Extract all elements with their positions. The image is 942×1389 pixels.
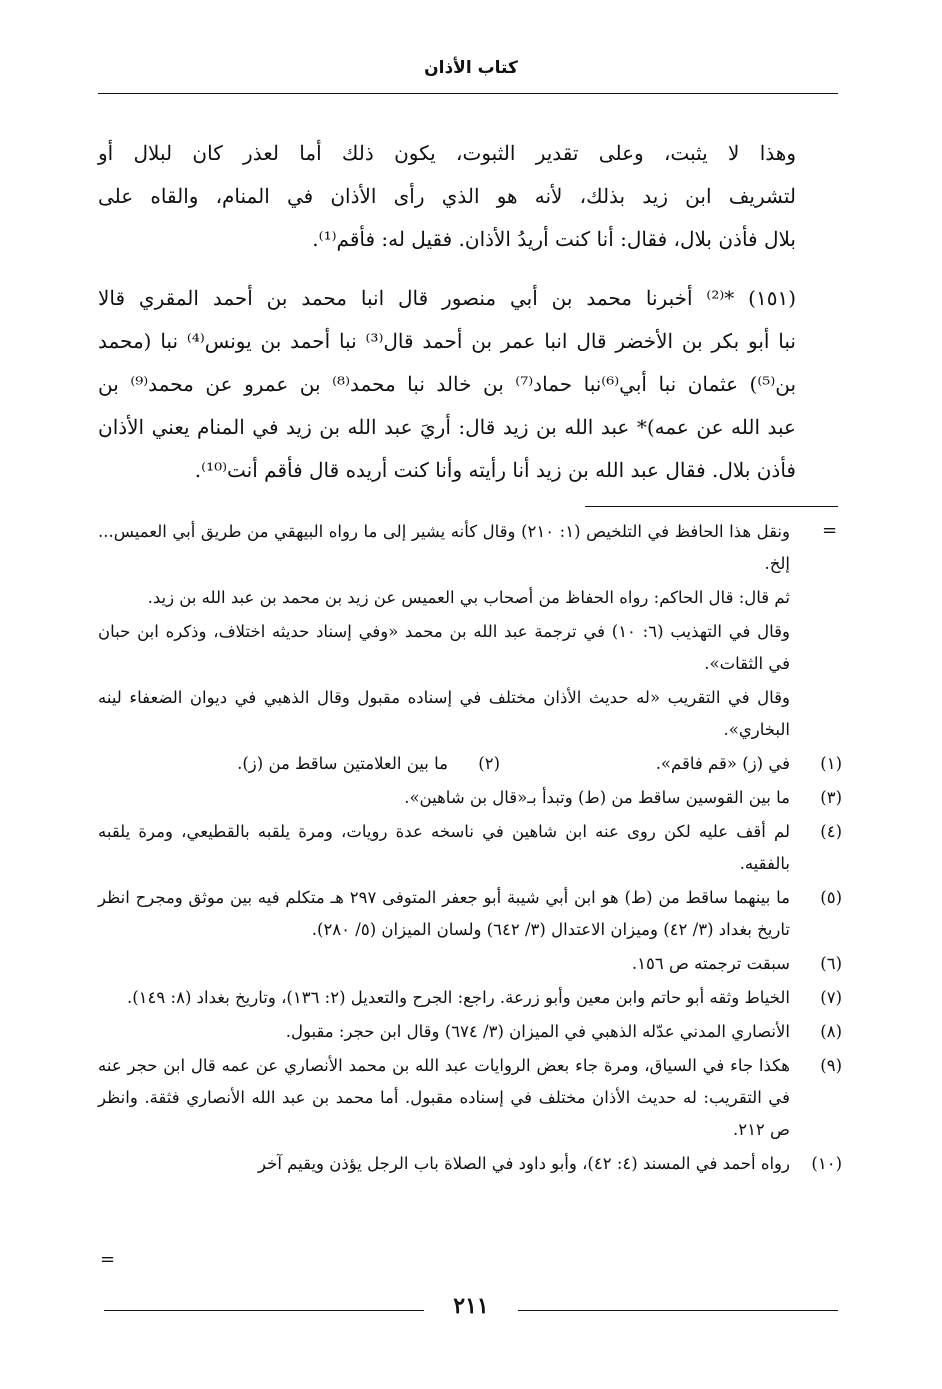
footnote-text: الأنصاري المدني عدّله الذهبي في الميزان (٣/ ٦٧٤) وقال ابن حجر: مقبول. bbox=[285, 1022, 790, 1041]
footnote-continued: ثم قال: قال الحاكم: رواه الحفاظ من أصحاب بي العميس عن زيد بن محمد بن عبد الله بن زيد. bbox=[147, 588, 790, 607]
footnote-number: (٥) bbox=[820, 888, 842, 907]
text-line: لتشريف ابن زيد بذلك، لأنه هو الذي رأى الأذان في المنام، والقاه على bbox=[98, 184, 796, 208]
text-line: نبا أبو بكر بن الأخضر قال انبا عمر بن أحمد قال⁽³⁾ نبا أحمد بن يونس⁽⁴⁾ نبا (محمد bbox=[98, 329, 796, 353]
footnote-text: رواه أحمد في المسند (٤: ٤٢)، وأبو داود في الصلاة باب الرجل يؤذن ويقيم آخر bbox=[258, 1154, 790, 1173]
footnote-text: في (ز) «قم فاقم». bbox=[655, 754, 790, 773]
footnote-text: لم أقف عليه لكن روى عنه ابن شاهين في ناسخه عدة رويات، ومرة يلقبه بالقطيعي، ومرة يلقبه بالفقيه. bbox=[98, 822, 790, 873]
footer-rule-left bbox=[104, 1310, 424, 1311]
text-line: عبد الله عن عمه)* عبد الله بن زيد قال: أريَ عبد الله بن زيد في المنام يعني الأذان bbox=[98, 415, 796, 439]
continuation-mark: = bbox=[822, 520, 838, 541]
footnote-number: (٧) bbox=[820, 988, 842, 1007]
footnote-text: ما بينهما ساقط من (ط) هو ابن أبي شيبة أبو جعفر المتوفى ٢٩٧ هـ متكلم فيه بين موثق ومجرح انظر تاريخ بغداد (٣/ ٤٢) وميزان الاعتدال (٣/ ٦٤٢) ولسان الميزان (٥/ ٢٨٠). bbox=[98, 888, 790, 939]
footnote-10 bbox=[98, 1148, 842, 1180]
text-line: فأذن بلال. فقال عبد الله بن زيد أنا رأيته وأنا كنت أريده قال فأقم أنت⁽¹⁰⁾. bbox=[194, 458, 796, 482]
running-header: كتاب الأذان bbox=[424, 58, 518, 78]
footnote-8 bbox=[98, 1016, 842, 1048]
footnote-5 bbox=[98, 882, 842, 946]
footnotes bbox=[98, 516, 842, 1182]
footnote-9 bbox=[98, 1050, 842, 1146]
footnote-continued: وقال في التقريب «له حديث الأذان مختلف في إسناده مقبول وقال الذهبي في ديوان الضعفاء لينه البخاري». bbox=[98, 688, 790, 739]
paragraph-commentary bbox=[98, 132, 838, 261]
main-text bbox=[98, 132, 838, 492]
footnote-3 bbox=[98, 782, 842, 814]
footnote-text: سبقت ترجمته ص ١٥٦. bbox=[631, 954, 790, 973]
footnote-number: (١٠) bbox=[811, 1154, 842, 1173]
footnote-number: (٩) bbox=[820, 1056, 842, 1075]
footnote-4 bbox=[98, 816, 842, 880]
footnote-text: ما بين العلامتين ساقط من (ز). bbox=[237, 754, 448, 773]
footnote-number: (٢) bbox=[478, 754, 500, 773]
text-line: (١٥١) *⁽²⁾ أخبرنا محمد بن أبي منصور قال انبا محمد بن أحمد المقري قالا bbox=[98, 286, 796, 310]
text-line: بلال فأذن بلال، فقال: أنا كنت أريدُ الأذان. فقيل له: فأقم⁽¹⁾. bbox=[312, 227, 796, 251]
footnote-number: (١) bbox=[820, 754, 842, 773]
text-line: بن⁽⁵⁾) عثمان نبا أبي⁽⁶⁾نبا حماد⁽⁷⁾ بن خالد نبا محمد⁽⁸⁾ بن عمرو عن محمد⁽⁹⁾ بن bbox=[98, 372, 797, 396]
page-number: ٢١١ bbox=[453, 1293, 489, 1319]
header-rule bbox=[98, 93, 838, 94]
footnote-number: (٣) bbox=[820, 788, 842, 807]
footnote-1-2 bbox=[98, 748, 842, 780]
continuation-mark: = bbox=[100, 1249, 116, 1270]
text-line: وهذا لا يثبت، وعلى تقدير الثبوت، يكون ذلك أما لعذر كان لبلال أو bbox=[98, 141, 796, 165]
footnote-text: هكذا جاء في السياق، ومرة جاء بعض الروايات عبد الله بن محمد الأنصاري عن عمه قال ابن حجر عنه في التقريب: له حديث الأذان مختلف في إسناده مقبول. أما محمد بن عبد الله الأنصاري فثقة. وانظر ص ٢١٢. bbox=[98, 1056, 790, 1139]
footnote-continued: ونقل هذا الحافظ في التلخيص (١: ٢١٠) وقال كأنه يشير إلى ما رواه البيهقي من طريق أبي العميس... إلخ. bbox=[98, 522, 790, 573]
footnote-6 bbox=[98, 948, 842, 980]
footnote-text: ما بين القوسين ساقط من (ط) وتبدأ بـ«قال بن شاهين». bbox=[404, 788, 790, 807]
footnote-number: (٤) bbox=[820, 822, 842, 841]
footnote-rule bbox=[585, 506, 838, 507]
footnote-continued: وقال في التهذيب (٦: ١٠) في ترجمة عبد الله بن محمد «وفي إسناد حديثه اختلاف، وذكره ابن حبان في الثقات». bbox=[98, 622, 790, 673]
paragraph-hadith-151 bbox=[98, 277, 838, 492]
footer-rule-right bbox=[518, 1310, 838, 1311]
footnote-number: (٨) bbox=[820, 1022, 842, 1041]
footnote-number: (٦) bbox=[820, 954, 842, 973]
footnote-7 bbox=[98, 982, 842, 1014]
footnote-text: الخياط وثقه أبو حاتم وابن معين وأبو زرعة. راجع: الجرح والتعديل (٢: ١٣٦)، وتاريخ بغداد (٨: ١٤٩). bbox=[126, 988, 790, 1007]
